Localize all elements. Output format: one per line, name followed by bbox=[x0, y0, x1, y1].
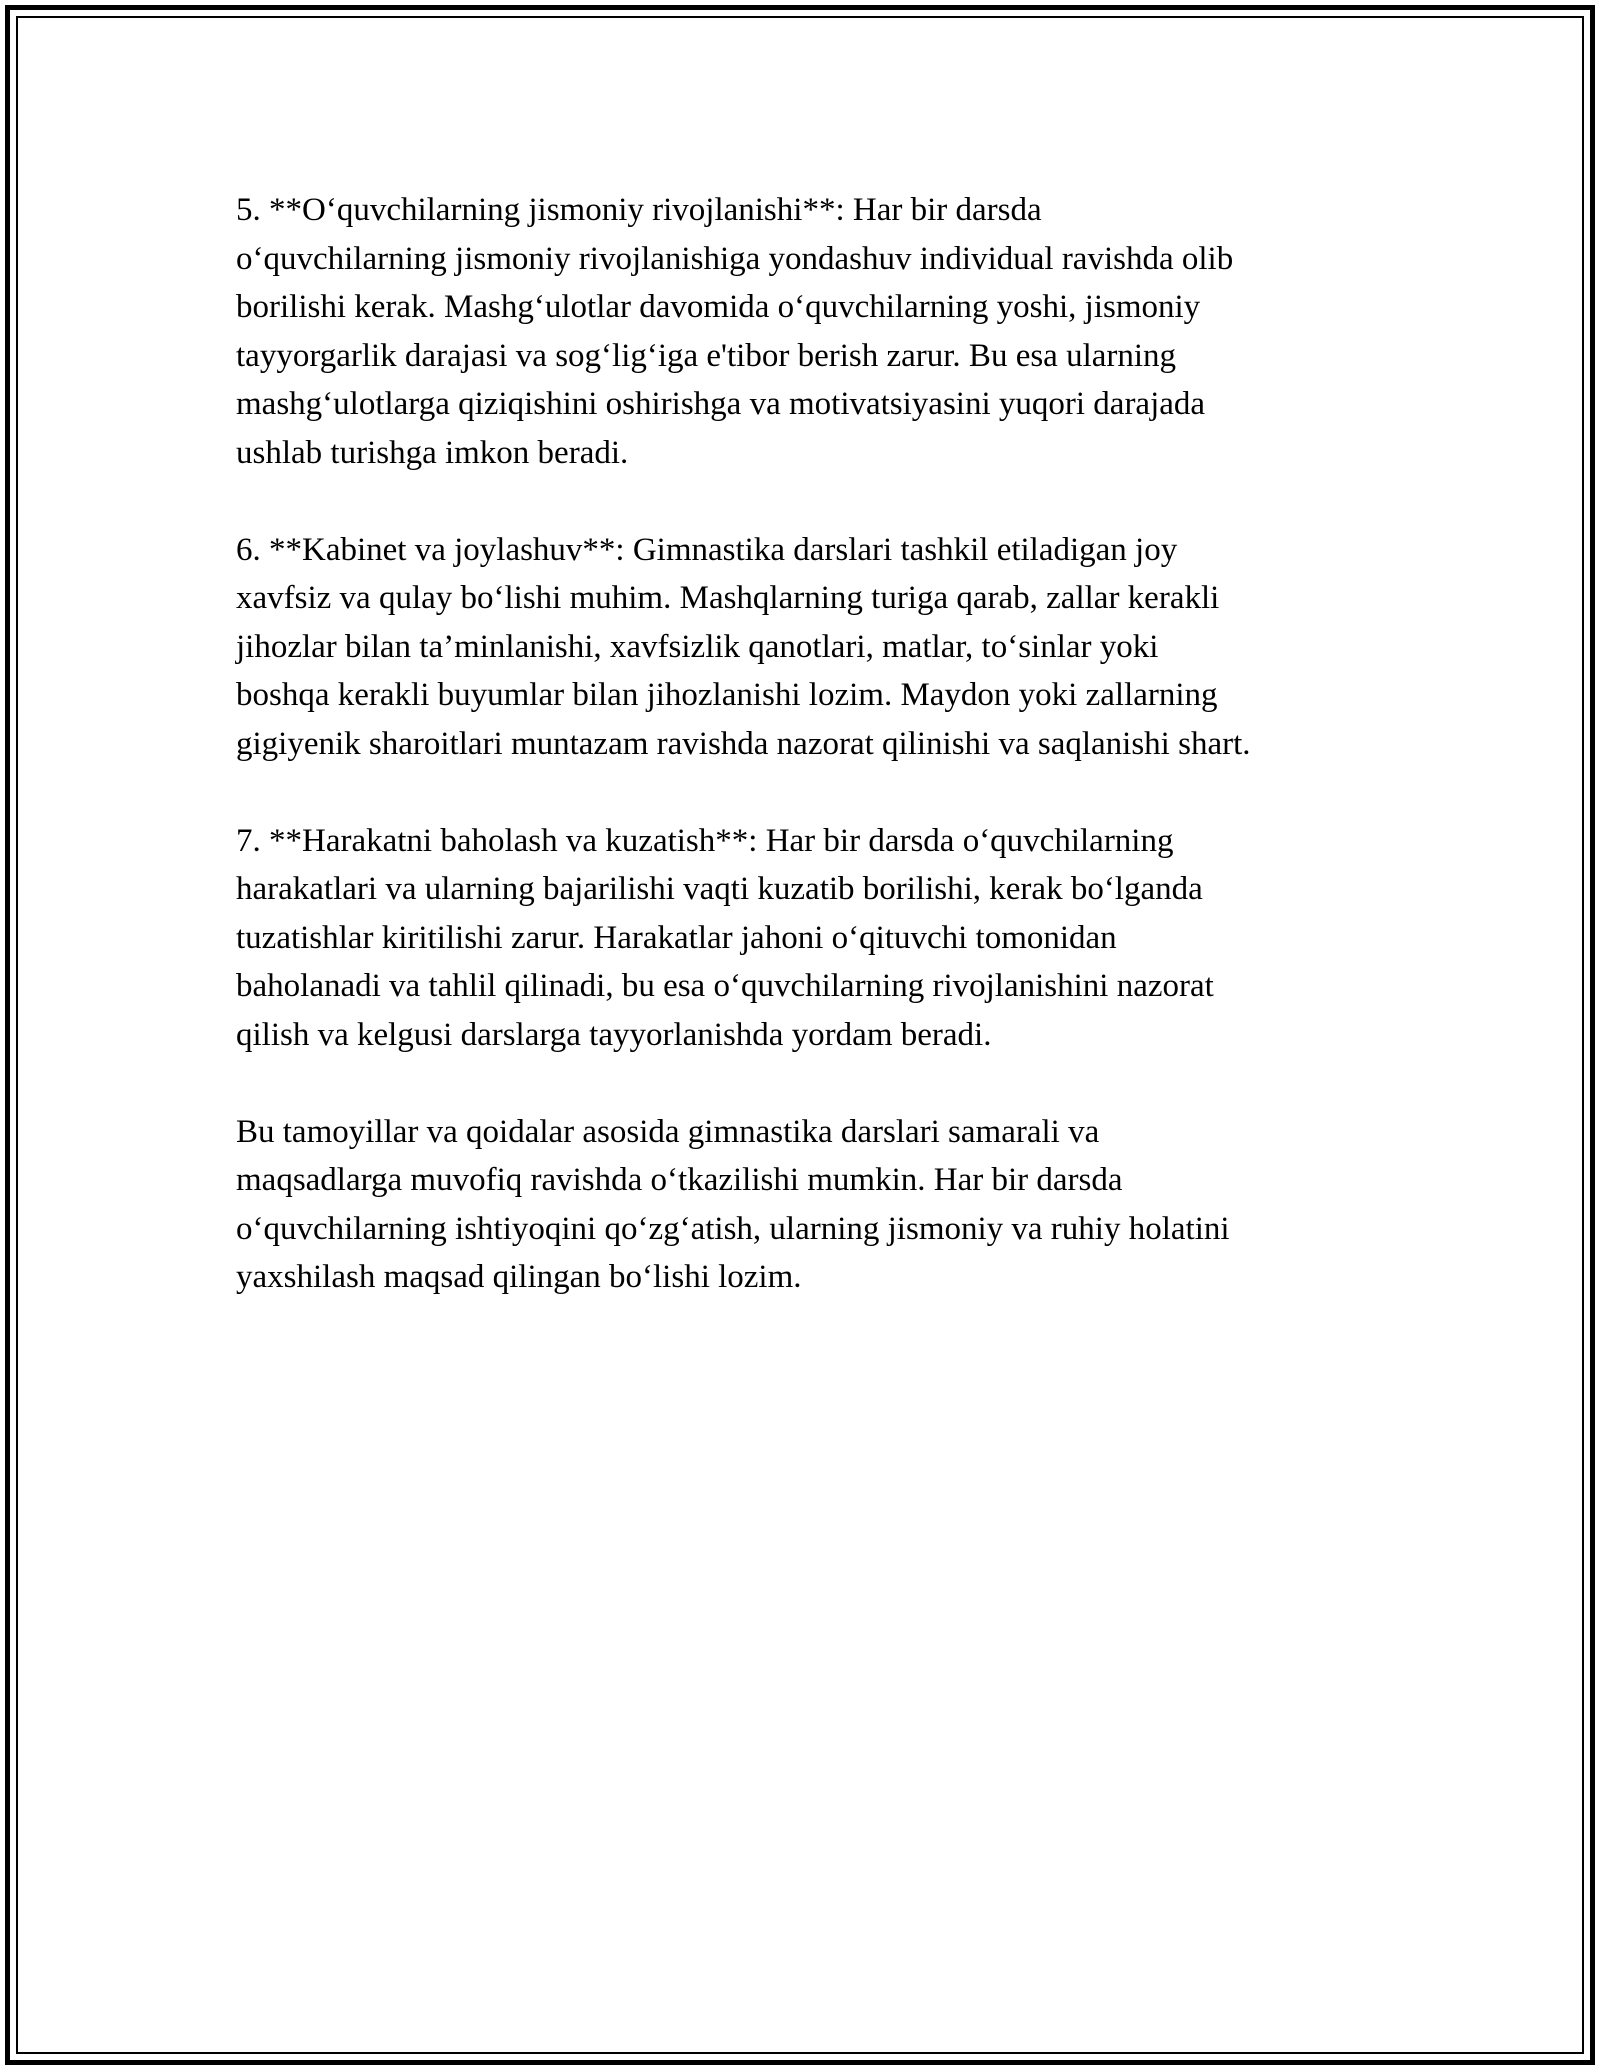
text-line: borilishi kerak. Mashg‘ulotlar davomida o‘quvchilarning yoshi, jismoniy bbox=[236, 289, 1201, 325]
text-line: o‘quvchilarning jismoniy rivojlanishiga yondashuv individual ravishda olib bbox=[236, 240, 1234, 277]
text-line: 5. **O‘quvchilarning jismoniy rivojlanishi**: Har bir darsda bbox=[236, 192, 1042, 228]
text-line: qilish va kelgusi darslarga tayyorlanishda yordam beradi. bbox=[236, 1016, 992, 1053]
text-line: gigiyenik sharoitlari muntazam ravishda nazorat qilinishi va saqlanishi shart. bbox=[236, 725, 1251, 762]
document-body bbox=[236, 186, 1376, 1350]
text-line: jihozlar bilan ta’minlanishi, xavfsizlik qanotlari, matlar, to‘sinlar yoki bbox=[236, 628, 1159, 665]
text-line: Bu tamoyillar va qoidalar asosida gimnastika darslari samarali va bbox=[236, 1113, 1100, 1150]
text-line: harakatlari va ularning bajarilishi vaqti kuzatib borilishi, kerak bo‘lganda bbox=[236, 871, 1203, 907]
text-line: ushlab turishga imkon beradi. bbox=[236, 434, 629, 471]
text-line: baholanadi va tahlil qilinadi, bu esa o‘quvchilarning rivojlanishini nazorat bbox=[236, 968, 1214, 1004]
text-line: 6. **Kabinet va joylashuv**: Gimnastika darslari tashkil etiladigan joy bbox=[236, 531, 1178, 568]
paragraph-point-7 bbox=[236, 817, 1376, 1060]
text-line: xavfsiz va qulay bo‘lishi muhim. Mashqlarning turiga qarab, zallar kerakli bbox=[236, 580, 1220, 616]
text-line: mashg‘ulotlarga qiziqishini oshirishga va motivatsiyasini yuqori darajada bbox=[236, 386, 1206, 422]
paragraph-point-6 bbox=[236, 526, 1376, 769]
paragraph-point-5 bbox=[236, 186, 1376, 477]
paragraph-conclusion bbox=[236, 1108, 1376, 1302]
text-line: tuzatishlar kiritilishi zarur. Harakatlar jahoni o‘qituvchi tomonidan bbox=[236, 919, 1117, 956]
text-line: yaxshilash maqsad qilingan bo‘lishi lozim. bbox=[236, 1259, 802, 1295]
text-line: boshqa kerakli buyumlar bilan jihozlanishi lozim. Maydon yoki zallarning bbox=[236, 677, 1218, 713]
text-line: tayyorgarlik darajasi va sog‘lig‘iga e'tibor berish zarur. Bu esa ularning bbox=[236, 337, 1177, 374]
text-line: 7. **Harakatni baholash va kuzatish**: Har bir darsda o‘quvchilarning bbox=[236, 822, 1174, 859]
text-line: maqsadlarga muvofiq ravishda o‘tkazilishi mumkin. Har bir darsda bbox=[236, 1162, 1123, 1198]
text-line: o‘quvchilarning ishtiyoqini qo‘zg‘atish, ularning jismoniy va ruhiy holatini bbox=[236, 1210, 1230, 1247]
